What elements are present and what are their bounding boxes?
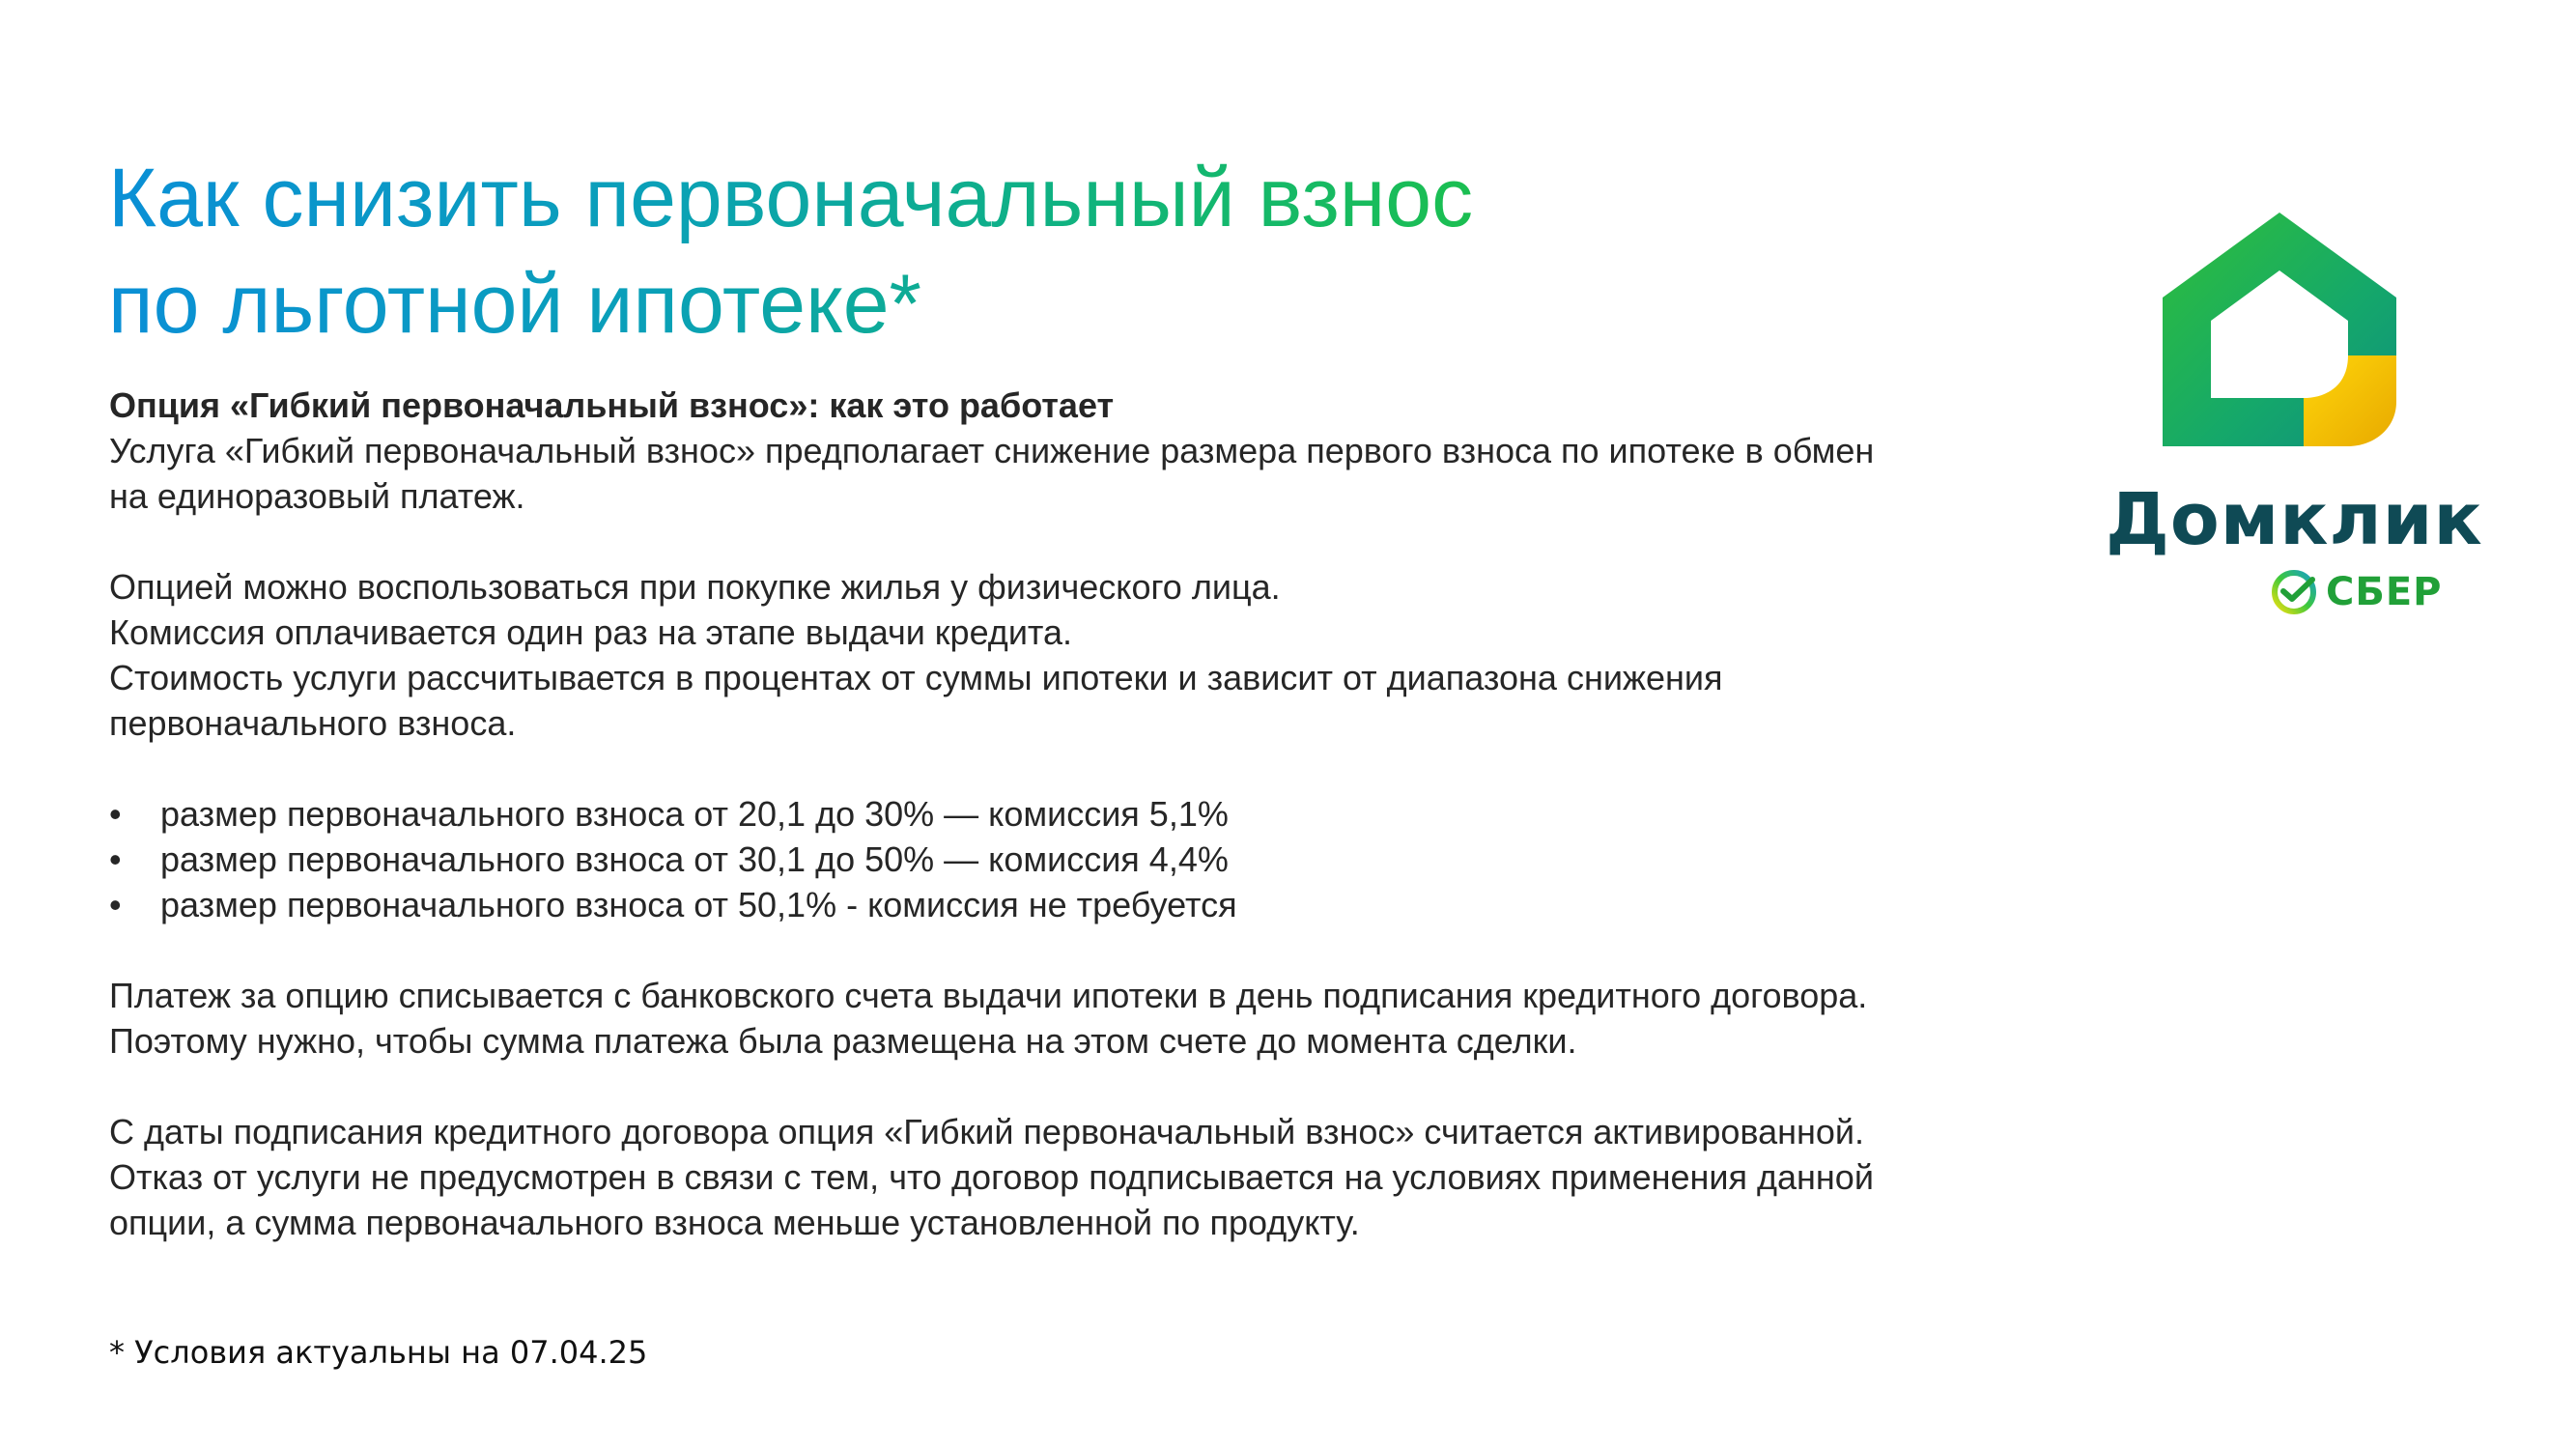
bullet-icon: • xyxy=(109,794,122,834)
section-heading: Опция «Гибкий первоначальный взнос»: как это работает xyxy=(109,385,1115,425)
activation-line-1: С даты подписания кредитного договора опция «Гибкий первоначальный взнос» считается активированной. xyxy=(109,1112,1865,1151)
spacer xyxy=(109,927,2080,973)
footnote: * Условия актуальны на 07.04.25 xyxy=(109,1334,648,1371)
page-title-line-2: по льготной ипотеке* xyxy=(108,258,922,351)
house-icon xyxy=(2159,209,2400,450)
spacer xyxy=(109,519,2080,564)
conditions-line-2: Комиссия оплачивается один раз на этапе выдачи кредита. xyxy=(109,612,1073,652)
page-title xyxy=(108,145,1654,357)
conditions-line-4: первоначального взноса. xyxy=(109,703,517,743)
page-title-line-1: Как снизить первоначальный взнос xyxy=(108,152,1474,244)
list-item xyxy=(109,791,2080,837)
bullet-icon: • xyxy=(109,839,122,879)
activation-line-2: Отказ от услуги не предусмотрен в связи с тем, что договор подписывается на условиях применения данной xyxy=(109,1157,1874,1197)
spacer xyxy=(109,746,2080,791)
spacer xyxy=(109,1064,2080,1109)
intro-line-2: на единоразовый платеж. xyxy=(109,476,525,516)
list-item xyxy=(109,882,2080,927)
content-body xyxy=(109,383,2080,1245)
bullet-icon: • xyxy=(109,885,122,924)
list-item-text: размер первоначального взноса от 30,1 до 50% — комиссия 4,4% xyxy=(160,839,1229,879)
brand-name: Домклик xyxy=(2106,478,2483,561)
payment-line-2: Поэтому нужно, чтобы сумма платежа была размещена на этом счете до момента сделки. xyxy=(109,1021,1577,1061)
list-item xyxy=(109,837,2080,882)
list-item-text: размер первоначального взноса от 50,1% - комиссия не требуется xyxy=(160,885,1237,924)
payment-line-1: Платеж за опцию списывается с банковского счета выдачи ипотеки в день подписания кредитного договора. xyxy=(109,976,1868,1015)
sber-check-icon xyxy=(2270,568,2318,616)
conditions-line-3: Стоимость услуги рассчитывается в процентах от суммы ипотеки и зависит от диапазона снижения xyxy=(109,658,1723,697)
sber-badge xyxy=(2270,568,2442,616)
commission-list xyxy=(109,791,2080,927)
list-item-text: размер первоначального взноса от 20,1 до 30% — комиссия 5,1% xyxy=(160,794,1229,834)
sber-label: СБЕР xyxy=(2326,570,2443,614)
intro-line-1: Услуга «Гибкий первоначальный взнос» предполагает снижение размера первого взноса по ипотеке в обмен xyxy=(109,431,1875,470)
activation-line-3: опции, а сумма первоначального взноса меньше установленной по продукту. xyxy=(109,1203,1360,1242)
conditions-line-1: Опцией можно воспользоваться при покупке жилья у физического лица. xyxy=(109,567,1281,607)
